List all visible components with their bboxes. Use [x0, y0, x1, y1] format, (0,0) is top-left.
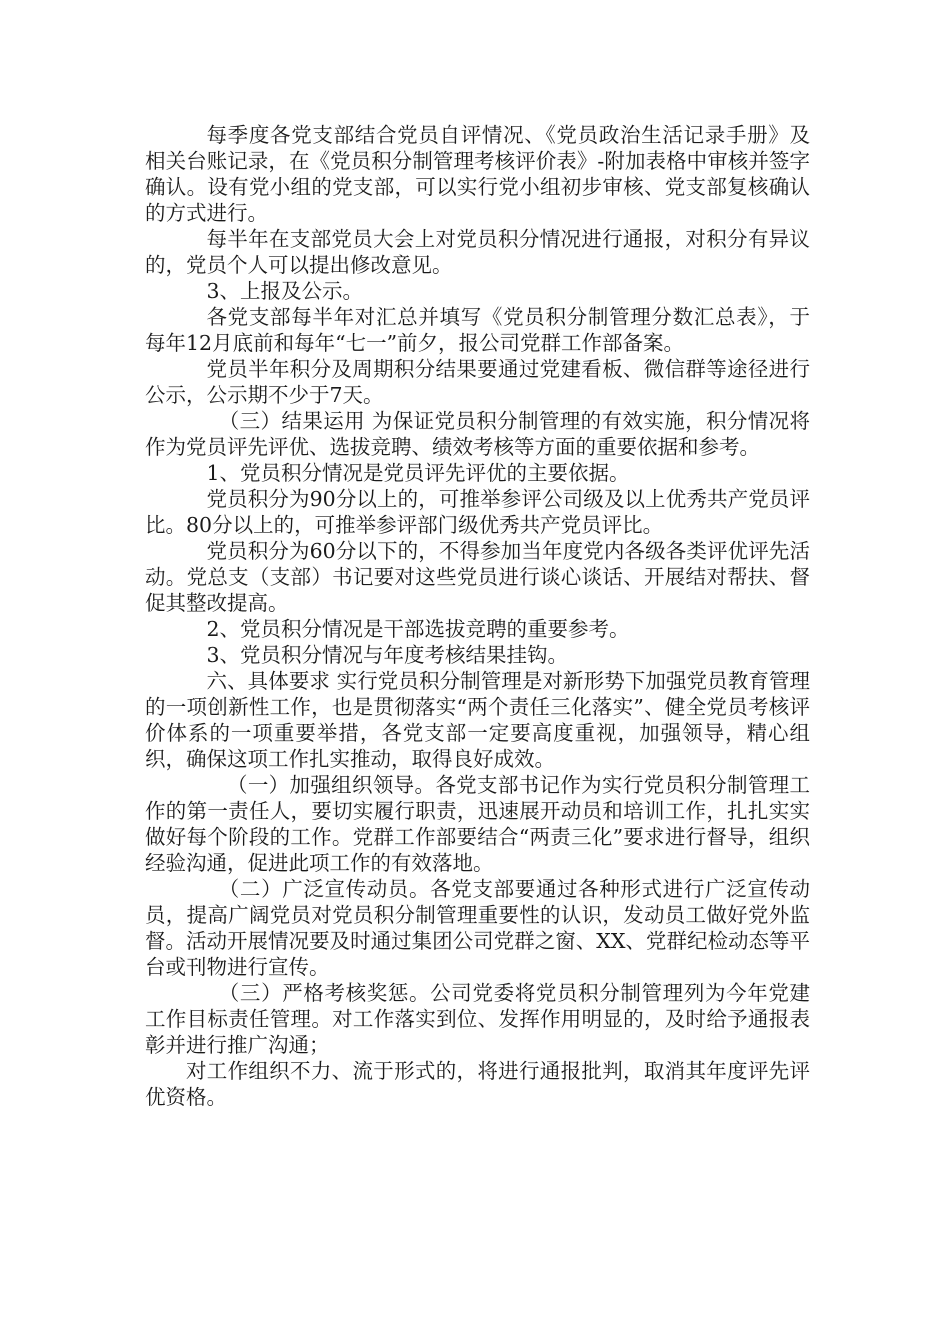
paragraph-annual-assessment: 3、党员积分情况与年度考核结果挂钩。 [206, 643, 569, 667]
paragraph-publicity: 党员半年积分及周期积分结果要通过党建看板、微信群等途径进行公示，公示期不少于7天。 [145, 357, 810, 407]
paragraph-cadre-selection: 2、党员积分情况是干部选拔竞聘的重要参考。 [206, 617, 630, 641]
paragraph-publicity-mobilization: （二）广泛宣传动员。各党支部要通过各种形式进行广泛宣传动员，提高广阔党员对党员积分制管理重要性的认识，发动员工做好党外监督。活动开展情况要及时通过集团公司党群之窗、XX、党群纪检动态等平台或刊物进行宣传。 [145, 877, 810, 979]
document-body [145, 122, 810, 1110]
paragraph-strict-assessment: （三）严格考核奖惩。公司党委将党员积分制管理列为今年党建工作目标责任管理。对工作落实到位、发挥作用明显的，及时给予通报表彰并进行推广沟通； [145, 981, 810, 1057]
paragraph-quarterly-review: 每季度各党支部结合党员自评情况、《党员政治生活记录手册》及相关台账记录，在《党员积分制管理考核评价表》-附加表格中审核并签字确认。设有党小组的党支部，可以实行党小组初步审核、党支部复核确认的方式进行。 [145, 123, 810, 225]
paragraph-penalty: 对工作组织不力、流于形式的，将进行通报批判，取消其年度评先评优资格。 [145, 1059, 810, 1109]
paragraph-half-year-report: 每半年在支部党员大会上对党员积分情况进行通报，对积分有异议的，党员个人可以提出修改意见。 [145, 227, 810, 277]
paragraph-strengthen-leadership: （一）加强组织领导。各党支部书记作为实行党员积分制管理工作的第一责任人，要切实履行职责，迅速展开动员和培训工作，扎扎实实做好每个阶段的工作。党群工作部要结合“两责三化”要求进行督导，组织经验沟通，促进此项工作的有效落地。 [145, 773, 810, 875]
paragraph-90-points: 党员积分为90分以上的，可推举参评公司级及以上优秀共产党员评比。80分以上的，可推举参评部门级优秀共产党员评比。 [145, 487, 810, 537]
paragraph-60-points: 党员积分为60分以下的，不得参加当年度党内各级各类评优评先活动。党总支（支部）书记要对这些党员进行谈心谈话、开展结对帮扶、督促其整改提高。 [145, 539, 810, 615]
paragraph-summary-table: 各党支部每半年对汇总并填写《党员积分制管理分数汇总表》，于每年12月底前和每年“七一”前夕，报公司党群工作部备案。 [145, 305, 810, 355]
paragraph-point-basis: 1、党员积分情况是党员评先评优的主要依据。 [206, 461, 630, 485]
paragraph-specific-requirements: 六、具体要求 实行党员积分制管理是对新形势下加强党员教育管理的一项创新性工作，也是贯彻落实“两个责任三化落实”、健全党员考核评价体系的一项重要举措，各党支部一定要高度重视，加强领导，精心组织，确保这项工作扎实推动，取得良好成效。 [145, 669, 810, 771]
paragraph-result-usage: （三）结果运用 为保证党员积分制管理的有效实施，积分情况将作为党员评先评优、选拔竞聘、绩效考核等方面的重要依据和参考。 [145, 409, 810, 459]
paragraph-heading-report-publicize: 3、上报及公示。 [206, 279, 364, 303]
